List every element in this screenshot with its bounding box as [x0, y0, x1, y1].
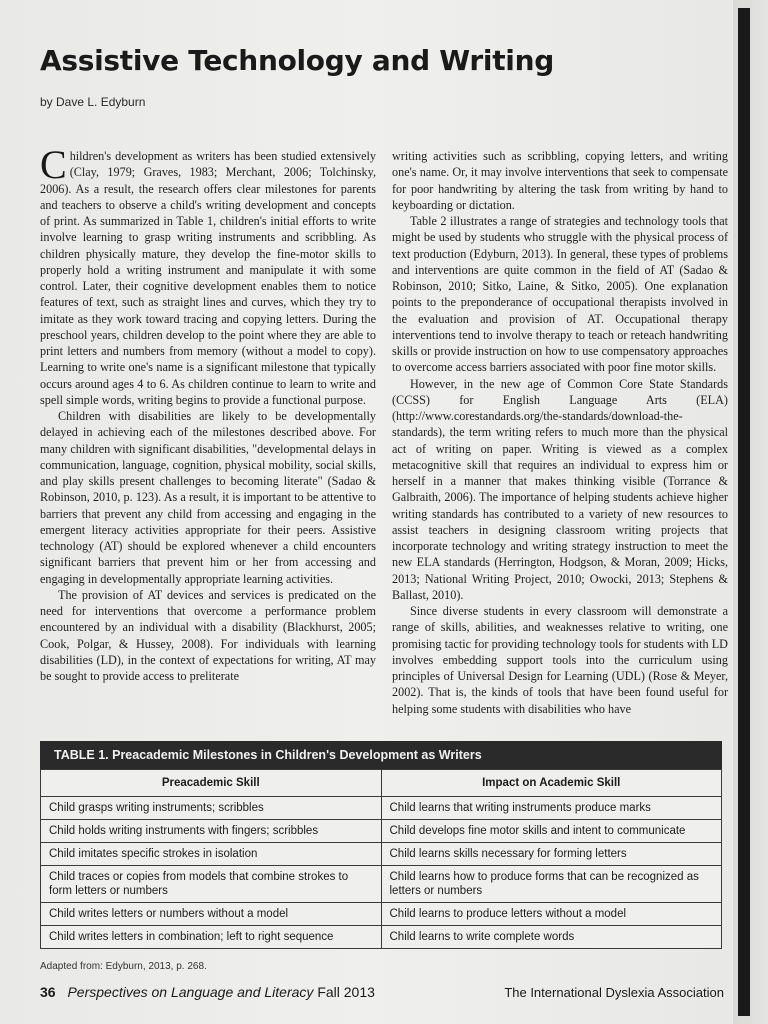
article-title: Assistive Technology and Writing [40, 44, 554, 77]
table-row [41, 903, 722, 926]
table-row [41, 797, 722, 820]
table-cell: Child learns to produce letters without a model [381, 903, 722, 926]
table-cell: Child learns to write complete words [381, 926, 722, 949]
table-cell: Child grasps writing instruments; scribbles [41, 797, 382, 820]
table-title: TABLE 1. Preacademic Milestones in Children's Development as Writers [40, 741, 722, 769]
paragraph: Table 2 illustrates a range of strategies and technology tools that might be used by students who struggle with the physical process of text production (Edyburn, 2013). In general, these types of problems and interventions are quite common in the field of AT (Sadao & Robinson, 2010; Sitko, Laine, & Sitko, 2005). One explanation points to the preponderance of occupational therapists involved in the evaluation and provision of AT. Occupational therapy interventions tend to involve therapy to teach or reteach handwriting skills or provide instruction on how to use compensatory approaches to overcome access barriers associated with poor fine motor skills. [392, 214, 728, 375]
table-row [41, 866, 722, 903]
table-row [41, 926, 722, 949]
footer-publication [40, 984, 375, 1000]
body-column-right [392, 148, 728, 717]
table-cell: Child learns skills necessary for forming letters [381, 843, 722, 866]
table-cell: Child develops fine motor skills and intent to communicate [381, 820, 722, 843]
table-cell: Child traces or copies from models that combine strokes to form letters or numbers [41, 866, 382, 903]
column-header: Impact on Academic Skill [381, 770, 722, 797]
article-byline: by Dave L. Edyburn [40, 95, 146, 109]
issue-label: Fall 2013 [317, 984, 375, 1000]
table-cell: Child writes letters or numbers without a model [41, 903, 382, 926]
paragraph: The provision of AT devices and services is predicated on the need for interventions that overcome a performance problem encountered by an individual with a disability (Blackhurst, 2005; Cook, Polgar, & Hussey, 2008). For individuals with learning disabilities (LD), in the context of expectations for writing, AT may be sought to provide access to preliterate [40, 587, 376, 683]
table-header-row [41, 770, 722, 797]
paragraph-text: hildren's development as writers has been studied extensively (Clay, 1979; Graves, 1983; Merchant, 2006; Tolchinsky, 2006). As a result, the research offers clear milestones for parents and teachers to observe a child's writing development and concepts of print. As summarized in Table 1, children's initial efforts to write involve learning to grasp writing instruments and scribbling. As children physically mature, they develop the fine-motor skills to properly hold a writing instrument and manipulate it with some control. Later, their cognitive development enables them to notice features of text, such as straight lines and curves, which they try to imitate as they work toward tracing and copying letters. During the preschool years, children develop to the point where they are able to print letters and numbers from memory (without a model to copy). Learning to write one's name is a significant milestone that typically occurs around ages 4 to 6. As children continue to learn to write and spell simple words, writing begins to provide a functional purpose. [40, 149, 376, 407]
table-cell: Child writes letters in combination; left to right sequence [41, 926, 382, 949]
table-cell: Child learns how to produce forms that can be recognized as letters or numbers [381, 866, 722, 903]
page-number: 36 [40, 984, 56, 1000]
paragraph: Since diverse students in every classroom will demonstrate a range of skills, abilities, and weaknesses relative to writing, one promising tactic for providing technology tools for students with LD involves embedding support tools into the curriculum using principles of Universal Design for Learning (UDL) (Rose & Meyer, 2002). That is, the kinds of tools that have been found useful for helping some students with disabilities who have [392, 604, 728, 716]
paragraph: writing activities such as scribbling, copying letters, and writing one's name. Or, it may involve interventions that seek to compensate for poor handwriting by altering the task from writing by hand to keyboarding or dictation. [392, 149, 728, 212]
paragraph [40, 142, 376, 408]
paragraph: Children with disabilities are likely to be developmentally delayed in achieving each of the milestones described above. For many children with significant disabilities, "developmental delays in communication, language, cognition, physical mobility, social skills, and play skills present challenges to becoming literate" (Sadao & Robinson, 2010, p. 123). As a result, it is important to be attentive to barriers that prevent any child from accessing and engaging in the emergent literacy activities appropriate for their peers. Assistive technology (AT) should be explored whenever a child encounters significant barriers that prevent him or her from accessing and engaging in developmentally appropriate learning activities. [40, 409, 376, 586]
footer-organization: The International Dyslexia Association [504, 985, 724, 1000]
table-1 [40, 741, 722, 949]
table-cell: Child imitates specific strokes in isolation [41, 843, 382, 866]
table-cell: Child holds writing instruments with fingers; scribbles [41, 820, 382, 843]
publication-name: Perspectives on Language and Literacy [67, 984, 314, 1000]
milestones-table [40, 769, 722, 949]
table-cell: Child learns that writing instruments produce marks [381, 797, 722, 820]
binding-spine-bar [738, 8, 750, 1016]
column-header: Preacademic Skill [41, 770, 382, 797]
table-row [41, 843, 722, 866]
table-source-note: Adapted from: Edyburn, 2013, p. 268. [40, 961, 207, 972]
paragraph: However, in the new age of Common Core State Standards (CCSS) for English Language Arts (ELA) (http://www.corestandards.org/the-standards/download-the-standards), the term writing refers to much more than the physical act of writing on paper. Writing is viewed as a complex metacognitive skill that requires an individual to express him or herself in a manner that makes thinking visible (Torrance & Galbraith, 2006). The importance of helping students achieve higher writing standards has contributed to a variety of new resources to assist teachers in designing classroom writing projects that incorporate technology and writing strategy instruction to meet the new ELA standards (Herrington, Hodgson, & Moran, 2009; Hicks, 2013; National Writing Project, 2010; Owocki, 2013; Stephens & Ballast, 2010). [392, 376, 728, 602]
table-row [41, 820, 722, 843]
drop-cap: C [40, 142, 67, 187]
body-column-left [40, 142, 376, 684]
